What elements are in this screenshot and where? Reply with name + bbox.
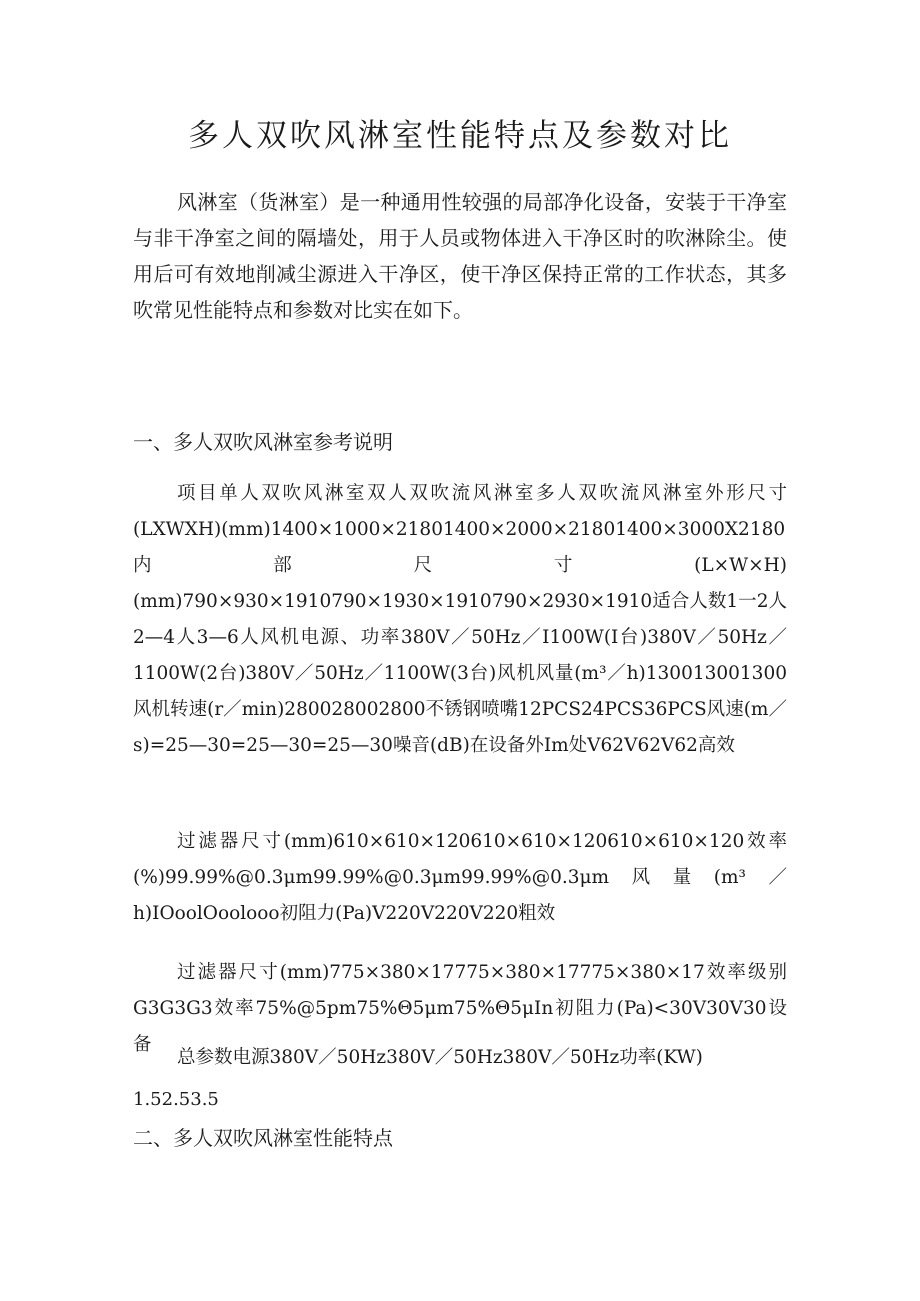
- document-title: 多人双吹风淋室性能特点及参数对比: [188, 118, 732, 154]
- total-parameters-paragraph: 总参数电源380V／50Hz380V／50Hz380V／50Hz功率(KW): [177, 1047, 703, 1068]
- spec-paragraph: 项目单人双吹风淋室双人双吹流风淋室多人双吹流风淋室外形尺寸(LXWXH)(mm)1400×1000×21801400×2000×21801400×3000X2180内部尺寸(L×W×H)(mm)790×930×1910790×1930×1910790×2930×1910适合人数1一2人2—4人3—6人风机电源、功率380V／50Hz／I100W(I台)380V／50Hz／1100W(2台)380V／50Hz／1100W(3台)风机风量(m³／h)130013001300风机转速(r／min)280028002800不锈钢喷嘴12PCS24PCS36PCS风速(m／s)=25—30=25—30=25—30噪音(dB)在设备外Im处V62V62V62高效: [133, 483, 787, 756]
- section-heading-reference: 一、多人双吹风淋室参考说明: [133, 430, 393, 454]
- power-values-line: 1.52.53.5: [133, 1089, 219, 1110]
- intro-paragraph: 风淋室（货淋室）是一种通用性较强的局部净化设备，安装于干净室与非干净室之间的隔墙处，用于人员或物体进入干净区时的吹淋除尘。使用后可有效地削减尘源进入干净区，使干净区保持正常的工作状态，其多吹常见性能特点和参数对比实在如下。: [133, 190, 787, 322]
- hepa-filter-paragraph: 过滤器尺寸(mm)610×610×120610×610×120610×610×120效率(%)99.99%@0.3μm99.99%@0.3μm99.99%@0.3μm风量(m³／h)IOoolOoolooo初阻力(Pa)V220V220V220粗效: [133, 831, 787, 924]
- coarse-filter-paragraph: 过滤器尺寸(mm)775×380×17775×380×17775×380×17效率级别G3G3G3效率75%@5pm75%Θ5μm75%Θ5μIn初阻力(Pa)<30V30V30设备: [133, 962, 787, 1055]
- section-heading-features: 二、多人双吹风淋室性能特点: [133, 1126, 393, 1150]
